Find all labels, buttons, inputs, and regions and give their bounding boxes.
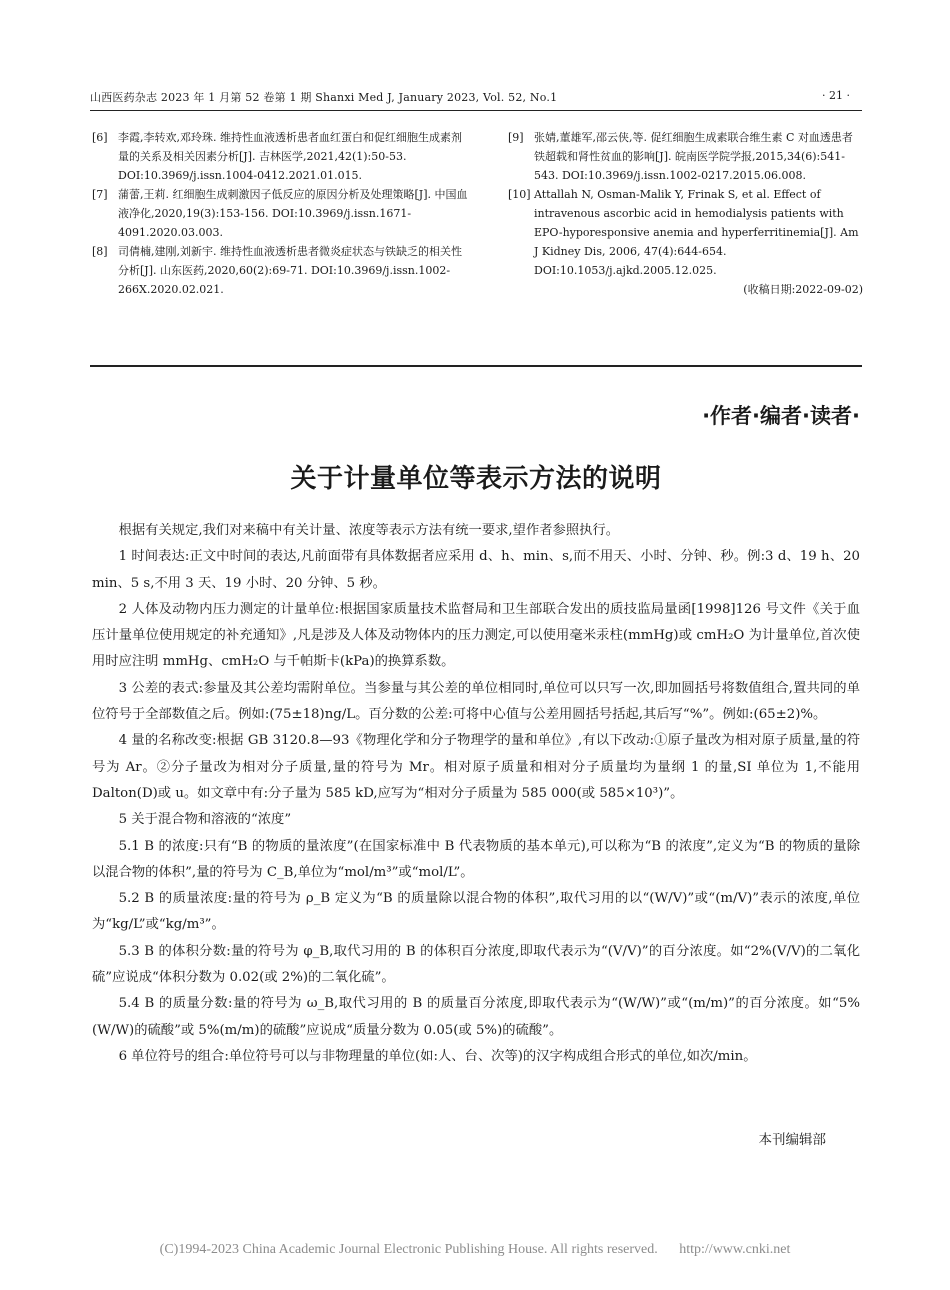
section-heading: 5 关于混合物和溶液的“浓度” [118, 812, 292, 828]
reference-text: Attallah N, Osman-Malik Y, Frinak S, et al. Effect of intravenous ascorbic acid in hemodialysis patients with EPO-hyporesponsive anemia and hyperferritinemia[J]. Am J Kidney Dis, 2006, 47(4):644-654. DOI:10.1053/j.ajkd.2005.12.025. [534, 188, 859, 277]
journal-info: 山西医药杂志 2023 年 1 月第 52 卷第 1 期 Shanxi Med J, January 2023, Vol. 52, No.1 [90, 91, 558, 104]
body-paragraph: 5.2 B 的质量浓度:量的符号为 ρ_B 定义为“B 的质量除以混合物的体积”,取代习用的以“(W/V)”或“(m/V)”表示的浓度,单位为“kg/L”或“kg/m³”。 [92, 891, 860, 933]
body-paragraph: 1 时间表达:正文中时间的表达,凡前面带有具体数据者应采用 d、h、min、s,而不用天、小时、分钟、秒。例:3 d、19 h、20 min、5 s,不用 3 天、19 小时、20 分钟、5 秒。 [92, 549, 860, 591]
reference-text: 李霞,李转欢,邓玲珠. 维持性血液透析患者血红蛋白和促红细胞生成素剂量的关系及相关因素分析[J]. 吉林医学,2021,42(1):50-53. DOI:10.3969/j.issn.1004-0412.2021.01.015. [118, 131, 462, 182]
reference-text: 蒲蕾,王莉. 红细胞生成刺激因子低反应的原因分析及处理策略[J]. 中国血液净化,2020,19(3):153-156. DOI:10.3969/j.issn.1671-4091.2020.03.003. [118, 188, 468, 239]
reference-item [508, 185, 863, 280]
reference-number: [10] [508, 188, 531, 201]
reference-number: [6] [92, 131, 108, 144]
reference-number: [7] [92, 188, 108, 201]
reference-item [92, 128, 472, 185]
header-rule [90, 110, 862, 111]
body-paragraph: 2 人体及动物内压力测定的计量单位:根据国家质量技术监督局和卫生部联合发出的质技监局量函[1998]126 号文件《关于血压计量单位使用规定的补充通知》,凡是涉及人体及动物体内的压力测定,可以使用毫米汞柱(mmHg)或 cmH₂O 为计量单位,首次使用时应注明 mmHg、cmH₂O 与千帕斯卡(kPa)的换算系数。 [92, 601, 860, 670]
reference-number: [9] [508, 131, 524, 144]
page-number: · 21 · [822, 89, 850, 102]
reference-item [508, 128, 863, 185]
reference-number: [8] [92, 245, 108, 258]
body-paragraph: 4 量的名称改变:根据 GB 3120.8—93《物理化学和分子物理学的量和单位》,有以下改动:①原子量改为相对原子质量,量的符号为 Ar。②分子量改为相对分子质量,量的符号为 Mr。相对原子质量和相对分子质量均为量纲 1 的量,SI 单位为 1,不能用 Dalton(D)或 u。如文章中有:分子量为 585 kD,应写为“相对分子质量为 585 000(或 585×10³)”。 [92, 733, 860, 801]
signoff: 本刊编辑部 [758, 1132, 826, 1148]
references-right-column [508, 128, 863, 299]
section-divider [90, 365, 862, 367]
article-body [92, 518, 860, 1070]
received-date: (收稿日期:2022-09-02) [743, 283, 863, 296]
copyright-footer [0, 1242, 950, 1258]
body-paragraph: 5.3 B 的体积分数:量的符号为 φ_B,取代习用的 B 的体积百分浓度,即取代表示为“(V/V)”的百分浓度。如“2%(V/V)的二氧化硫”应说成“体积分数为 0.02(或 2%)的二氧化硫”。 [92, 943, 860, 986]
column-tag: ·作者·编者·读者· [702, 404, 860, 428]
reference-item [92, 185, 472, 242]
article-title: 关于计量单位等表示方法的说明 [290, 464, 662, 494]
body-paragraph: 5.4 B 的质量分数:量的符号为 ω_B,取代习用的 B 的质量百分浓度,即取代表示为“(W/W)”或“(m/m)”的百分浓度。如“5%(W/W)的硫酸”或 5%(m/m)的硫酸”应说成“质量分数为 0.05(或 5%)的硫酸”。 [92, 996, 860, 1038]
body-paragraph: 3 公差的表式:参量及其公差均需附单位。当参量与其公差的单位相同时,单位可以只写一次,即加圆括号将数值组合,置共同的单位符号于全部数值之后。例如:(75±18)ng/L。百分数的公差:可将中心值与公差用圆括号括起,其后写“%”。例如:(65±2)%。 [92, 680, 860, 723]
reference-item [92, 242, 472, 299]
running-header [90, 89, 860, 109]
footer-url-link[interactable]: http://www.cnki.net [679, 1242, 791, 1257]
copyright-text: (C)1994-2023 China Academic Journal Electronic Publishing House. All rights reserved. [159, 1242, 658, 1257]
reference-text: 司倩楠,建刚,刘新宇. 维持性血液透析患者微炎症状态与铁缺乏的相关性分析[J]. 山东医药,2020,60(2):69-71. DOI:10.3969/j.issn.1002-266X.2020.02.021. [118, 245, 462, 296]
reference-text: 张婧,董雄军,邵云侠,等. 促红细胞生成素联合维生素 C 对血透患者铁超载和肾性贫血的影响[J]. 皖南医学院学报,2015,34(6):541-543. DOI:10.3969/j.issn.1002-0217.2015.06.008. [534, 131, 853, 182]
references-left-column [92, 128, 472, 299]
body-paragraph: 5.1 B 的浓度:只有“B 的物质的量浓度”(在国家标准中 B 代表物质的基本单元),可以称为“B 的浓度”,定义为“B 的物质的量除以混合物的体积”,量的符号为 C_B,单位为“mol/m³”或“mol/L”。 [92, 838, 860, 880]
intro-paragraph: 根据有关规定,我们对来稿中有关计量、浓度等表示方法有统一要求,望作者参照执行。 [118, 523, 620, 538]
body-paragraph: 6 单位符号的组合:单位符号可以与非物理量的单位(如:人、台、次等)的汉字构成组合形式的单位,如次/min。 [118, 1048, 757, 1064]
